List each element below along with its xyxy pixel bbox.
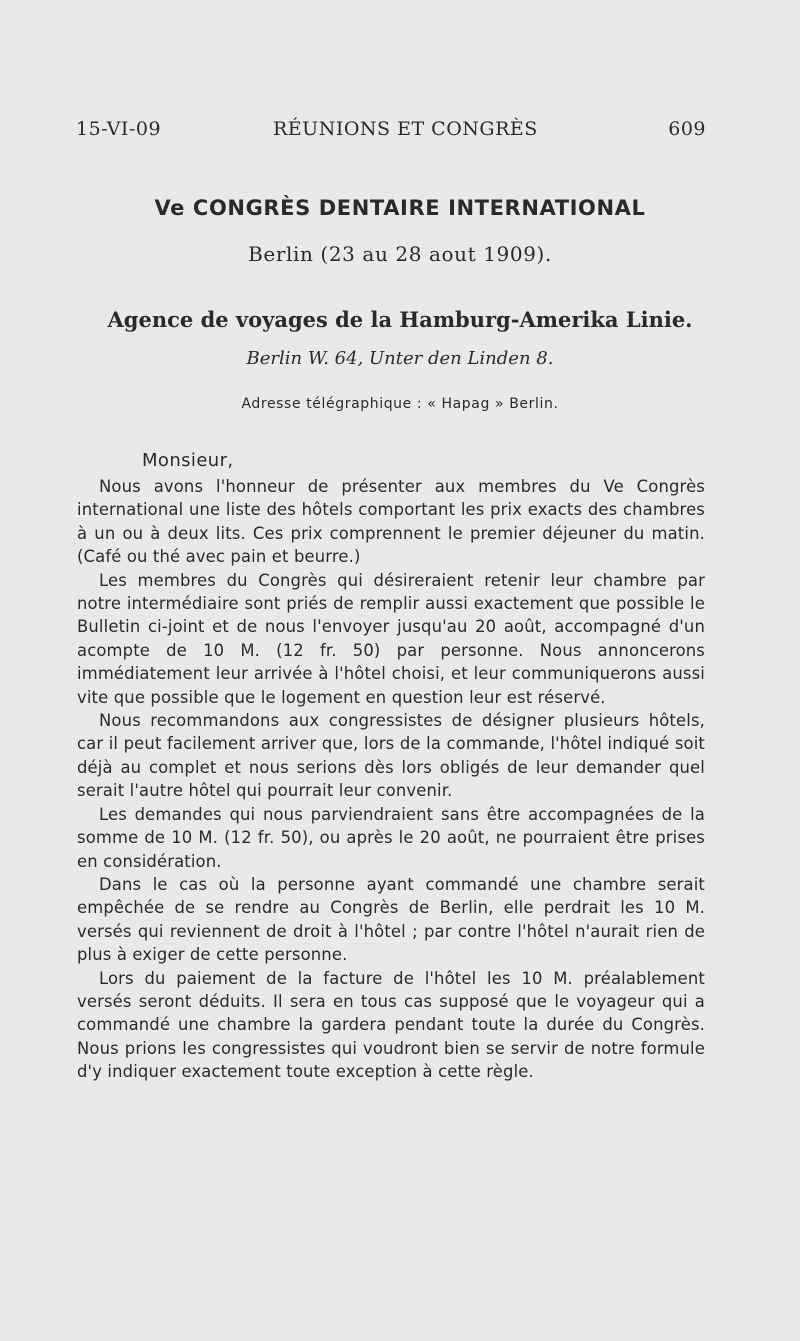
telegraph-address: Adresse télégraphique : « Hapag » Berlin. (241, 396, 559, 412)
agency-name: Agence de voyages de la Hamburg-Amerika Linie. (107, 307, 693, 332)
congress-title: Ve CONGRÈS DENTAIRE INTERNATIONAL (154, 196, 646, 220)
header-date: 15-VI-09 (76, 118, 162, 140)
running-head (76, 118, 706, 146)
paragraph: Les membres du Congrès qui désireraient retenir leur chambre par notre intermédiaire sont priés de remplir aussi exactement que possible le Bulletin ci-joint et de nous l'envoyer jusqu'au 20 août, accompagné d'un acompte de 10 M. (12 fr. 50) par personne. Nous annoncerons immédiatement leur arrivée à l'hôtel choisi, et leur communiquerons aussi vite que possible que le logement en question leur est réservé. (77, 570, 705, 707)
congress-location-dates: Berlin (23 au 28 aout 1909). (248, 242, 552, 266)
paragraph: Dans le cas où la personne ayant commandé une chambre serait empêchée de se rendre au Congrès de Berlin, elle perdrait les 10 M. versés qui reviennent de droit à l'hôtel ; par contre l'hôtel n'aurait rien de plus à exiger de cette personne. (77, 874, 705, 965)
page-number: 609 (668, 118, 706, 140)
paragraph: Lors du paiement de la facture de l'hôtel les 10 M. préalablement versés seront déduits. Il sera en tous cas supposé que le voyageur qui a commandé une chambre la gardera pendant toute la durée du Congrès. Nous prions les congressistes qui voudront bien se servir de notre formule d'y indiquer exactement toute exception à cette règle. (77, 968, 705, 1082)
header-section: RÉUNIONS ET CONGRÈS (273, 118, 538, 140)
paragraph: Les demandes qui nous parviendraient sans être accompagnées de la somme de 10 M. (12 fr. 50), ou après le 20 août, ne pourraient être prises en considération. (77, 804, 705, 871)
paragraph: Nous recommandons aux congressistes de désigner plusieurs hôtels, car il peut facilement arriver que, lors de la commande, l'hôtel indiqué soit déjà au complet et nous serions dès lors obligés de leur demander quel serait l'autre hôtel qui pourrait leur convenir. (77, 711, 705, 801)
agency-address: Berlin W. 64, Unter den Linden 8. (246, 348, 554, 369)
salutation: Monsieur, (142, 450, 234, 471)
paragraph: Nous avons l'honneur de présenter aux membres du Ve Congrès international une liste des hôtels comportant les prix exacts des chambres à un ou à deux lits. Ces prix comprennent le premier déjeuner du matin. (Café ou thé avec pain et beurre.) (77, 477, 705, 567)
letter-body (77, 475, 705, 1084)
